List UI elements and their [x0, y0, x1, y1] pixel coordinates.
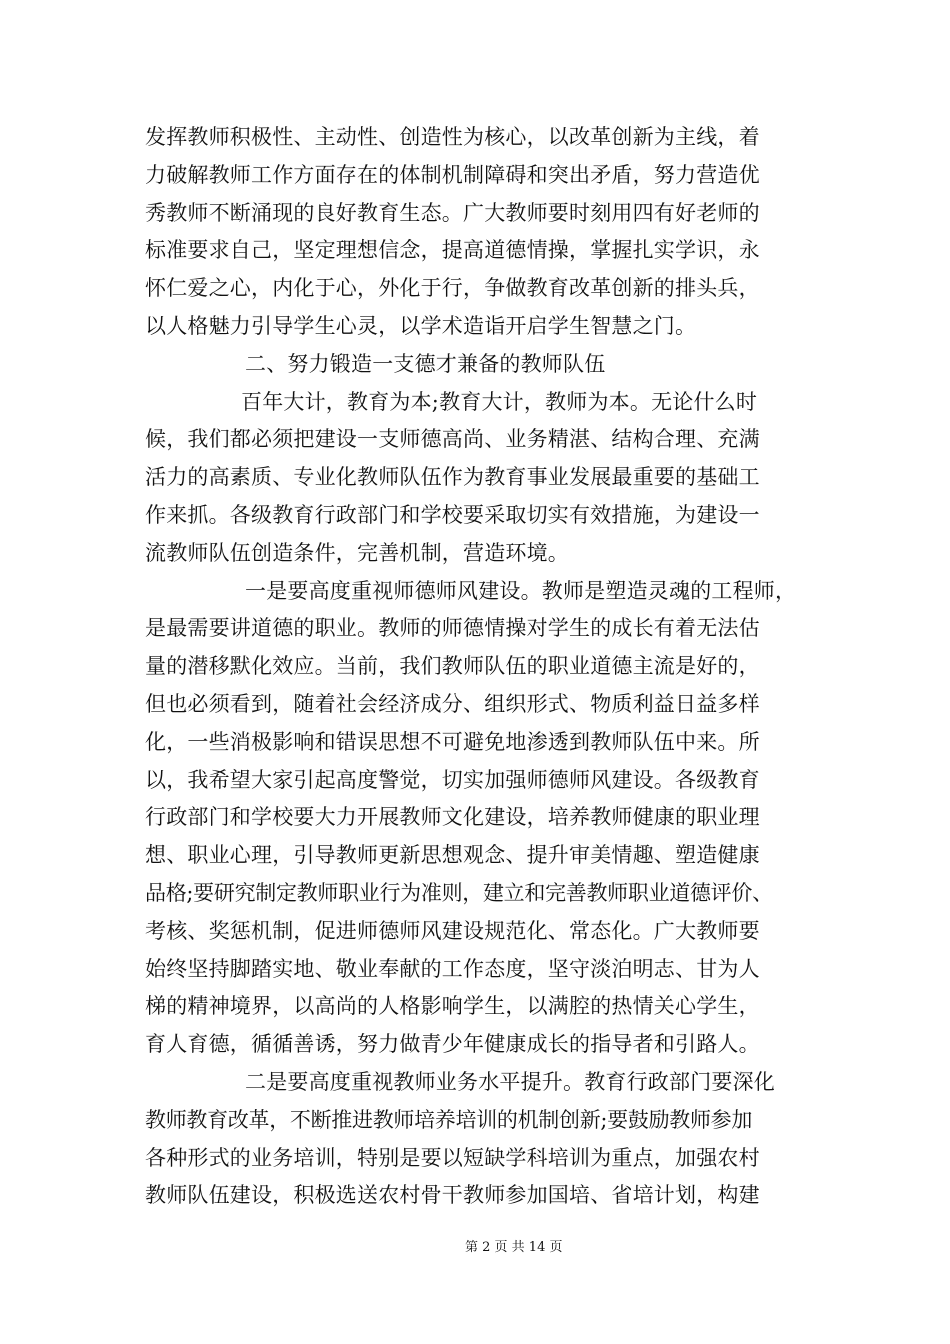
text-line: 百年大计，教育为本;教育大计，教师为本。无论什么时	[241, 389, 758, 414]
text-line: 一是要高度重视师德师风建设。教师是塑造灵魂的工程师，	[245, 578, 797, 603]
section-heading: 二、努力锻造一支德才兼备的教师队伍	[245, 351, 606, 376]
text-line: 标准要求自己，坚定理想信念，提高道德情操，掌握扎实学识，永	[145, 238, 760, 263]
text-line: 流教师队伍创造条件，完善机制，营造环境。	[145, 540, 569, 565]
text-line: 想、职业心理，引导教师更新思想观念、提升审美情趣、塑造健康	[145, 843, 760, 868]
text-line: 以人格魅力引导学生心灵，以学术造诣开启学生智慧之门。	[145, 313, 697, 338]
text-line: 品格;要研究制定教师职业行为准则，建立和完善教师职业道德评价、	[145, 880, 773, 905]
text-line: 各种形式的业务培训，特别是要以短缺学科培训为重点，加强农村	[145, 1145, 760, 1170]
text-line: 教师教育改革，不断推进教师培养培训的机制创新;要鼓励教师参加	[145, 1107, 753, 1132]
text-line: 发挥教师积极性、主动性、创造性为核心，以改革创新为主线，着	[145, 125, 760, 149]
text-line: 量的潜移默化效应。当前，我们教师队伍的职业道德主流是好的，	[145, 654, 760, 679]
page-number: 第 2 页 共 14 页	[465, 1240, 563, 1255]
text-line: 育人育德，循循善诱，努力做青少年健康成长的指导者和引路人。	[145, 1032, 760, 1057]
text-line: 但也必须看到，随着社会经济成分、组织形式、物质利益日益多样	[145, 691, 760, 716]
text-line: 考核、奖惩机制，促进师德师风建设规范化、常态化。广大教师要	[145, 918, 760, 943]
text-line: 行政部门和学校要大力开展教师文化建设，培养教师健康的职业理	[145, 805, 760, 830]
document-body	[145, 119, 807, 1215]
text-line: 活力的高素质、专业化教师队伍作为教育事业发展最重要的基础工	[145, 465, 760, 490]
text-line: 怀仁爱之心，内化于心，外化于行，争做教育改革创新的排头兵，	[145, 276, 760, 301]
text-line: 作来抓。各级教育行政部门和学校要采取切实有效措施，为建设一	[145, 502, 760, 527]
text-line: 始终坚持脚踏实地、敬业奉献的工作态度，坚守淡泊明志、甘为人	[145, 956, 760, 981]
text-line: 化，一些消极影响和错误思想不可避免地渗透到教师队伍中来。所	[145, 729, 760, 754]
text-line: 以，我希望大家引起高度警觉，切实加强师德师风建设。各级教育	[145, 767, 760, 792]
text-line: 秀教师不断涌现的良好教育生态。广大教师要时刻用四有好老师的	[145, 200, 760, 225]
text-line: 教师队伍建设，积极选送农村骨干教师参加国培、省培计划，构建	[145, 1183, 760, 1208]
text-line: 是最需要讲道德的职业。教师的师德情操对学生的成长有着无法估	[145, 616, 760, 641]
text-line: 二是要高度重视教师业务水平提升。教育行政部门要深化	[245, 1069, 775, 1094]
text-line: 候，我们都必须把建设一支师德高尚、业务精湛、结构合理、充满	[145, 427, 760, 452]
text-line: 梯的精神境界，以高尚的人格影响学生，以满腔的热情关心学生，	[145, 994, 760, 1019]
text-line: 力破解教师工作方面存在的体制机制障碍和突出矛盾，努力营造优	[145, 162, 760, 187]
